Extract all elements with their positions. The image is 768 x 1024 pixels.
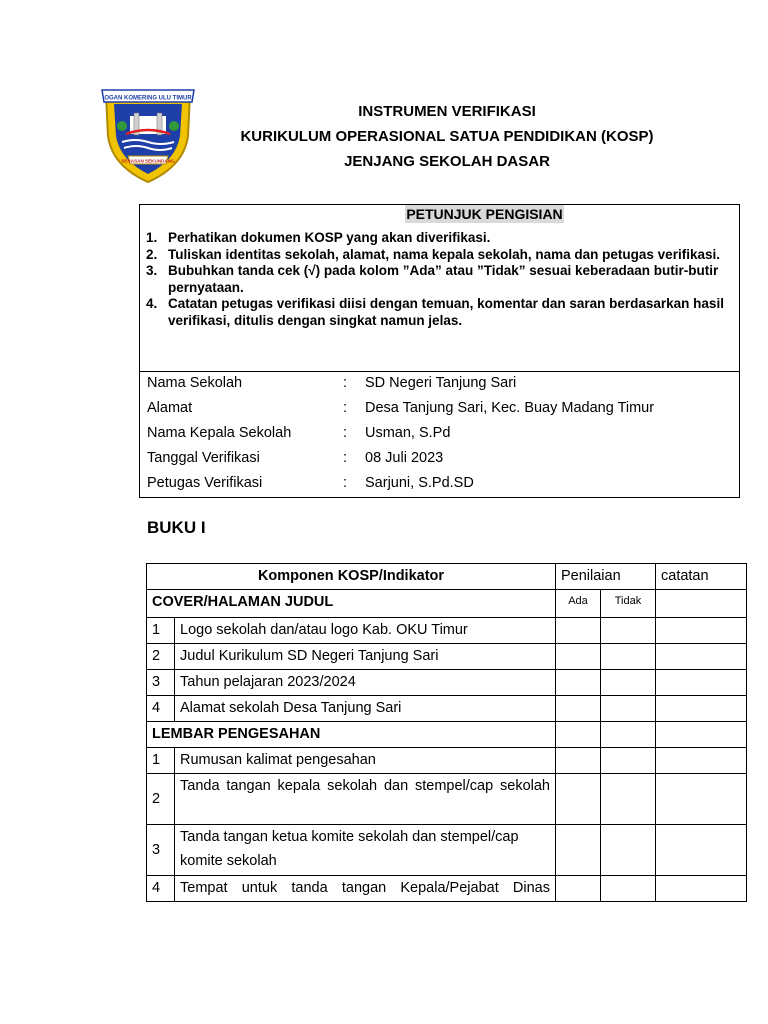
instruction-item: 2. Tuliskan identitas sekolah, alamat, nama kepala sekolah, nama dan petugas verifikasi. bbox=[146, 246, 720, 262]
header-component: Komponen KOSP/Indikator bbox=[147, 564, 556, 590]
instructions-list bbox=[140, 230, 739, 329]
subheader-tidak: Tidak bbox=[601, 590, 656, 618]
box-divider bbox=[140, 371, 739, 372]
info-row: Nama Sekolah : SD Negeri Tanjung Sari bbox=[147, 375, 517, 391]
school-info bbox=[147, 373, 654, 498]
tidak-checkbox-cell[interactable] bbox=[601, 825, 656, 876]
row-indicator: Tanda tangan kepala sekolah dan stempel/cap sekolah bbox=[175, 774, 556, 825]
verification-table bbox=[146, 563, 747, 902]
row-indicator: Judul Kurikulum SD Negeri Tanjung Sari bbox=[175, 644, 556, 670]
row-number: 4 bbox=[147, 876, 175, 902]
ada-checkbox-cell[interactable] bbox=[556, 748, 601, 774]
ada-checkbox-cell[interactable] bbox=[556, 825, 601, 876]
catatan-cell[interactable] bbox=[656, 670, 747, 696]
svg-text:OGAN KOMERING ULU TIMUR: OGAN KOMERING ULU TIMUR bbox=[104, 95, 192, 102]
title-line-2: KURIKULUM OPERASIONAL SATUA PENDIDIKAN (KOSP) bbox=[240, 128, 654, 145]
tidak-checkbox-cell[interactable] bbox=[601, 748, 656, 774]
title-line-1: INSTRUMEN VERIFIKASI bbox=[358, 103, 536, 120]
info-row: Alamat : Desa Tanjung Sari, Kec. Buay Madang Timur bbox=[147, 400, 655, 416]
section-row bbox=[147, 722, 747, 748]
row-number: 1 bbox=[147, 748, 175, 774]
catatan-cell[interactable] bbox=[656, 876, 747, 902]
instructions-heading: PETUNJUK PENGISIAN bbox=[406, 206, 563, 222]
table-row bbox=[147, 774, 747, 825]
row-number: 2 bbox=[147, 774, 175, 825]
tidak-checkbox-cell[interactable] bbox=[601, 618, 656, 644]
row-number: 3 bbox=[147, 670, 175, 696]
table-row bbox=[147, 618, 747, 644]
row-number: 3 bbox=[147, 825, 175, 876]
catatan-cell[interactable] bbox=[656, 590, 747, 618]
row-number: 1 bbox=[147, 618, 175, 644]
instruction-item: 4. Catatan petugas verifikasi diisi dengan temuan, komentar dan saran berdasarkan hasil verifikasi, ditulis dengan singkat namun jelas. bbox=[146, 296, 724, 328]
row-indicator: Logo sekolah dan/atau logo Kab. OKU Timur bbox=[175, 618, 556, 644]
ada-checkbox-cell[interactable] bbox=[556, 696, 601, 722]
ada-checkbox-cell[interactable] bbox=[556, 774, 601, 825]
catatan-cell[interactable] bbox=[656, 748, 747, 774]
subheader-ada: Ada bbox=[556, 590, 601, 618]
row-indicator: Alamat sekolah Desa Tanjung Sari bbox=[175, 696, 556, 722]
row-number: 2 bbox=[147, 644, 175, 670]
row-indicator: Rumusan kalimat pengesahan bbox=[175, 748, 556, 774]
ada-checkbox-cell[interactable] bbox=[556, 670, 601, 696]
table-row bbox=[147, 670, 747, 696]
info-row: Tanggal Verifikasi : 08 Juli 2023 bbox=[147, 450, 444, 466]
row-number: 4 bbox=[147, 696, 175, 722]
tidak-checkbox-cell[interactable] bbox=[601, 670, 656, 696]
table-row bbox=[147, 644, 747, 670]
catatan-cell[interactable] bbox=[656, 644, 747, 670]
ada-checkbox-cell[interactable] bbox=[556, 722, 601, 748]
table-row bbox=[147, 825, 747, 876]
catatan-cell[interactable] bbox=[656, 825, 747, 876]
header-penilaian: Penilaian bbox=[556, 564, 656, 590]
info-row: Nama Kepala Sekolah : Usman, S.Pd bbox=[147, 425, 451, 441]
instructions-box bbox=[139, 204, 740, 498]
tidak-checkbox-cell[interactable] bbox=[601, 722, 656, 748]
catatan-cell[interactable] bbox=[656, 618, 747, 644]
section-title-cell: COVER/HALAMAN JUDUL bbox=[147, 590, 556, 618]
catatan-cell[interactable] bbox=[656, 722, 747, 748]
tidak-checkbox-cell[interactable] bbox=[601, 876, 656, 902]
document-title bbox=[200, 101, 694, 176]
row-indicator: Tanda tangan ketua komite sekolah dan stempel/cap komite sekolah bbox=[175, 825, 556, 876]
row-indicator: Tempat untuk tanda tangan Kepala/Pejabat Dinas bbox=[175, 876, 556, 902]
ada-checkbox-cell[interactable] bbox=[556, 644, 601, 670]
instruction-item: 3. Bubuhkan tanda cek (√) pada kolom ”Ada” atau ”Tidak” sesuai keberadaan butir-butir pernyataan. bbox=[146, 263, 719, 295]
regency-emblem-logo bbox=[100, 86, 196, 186]
row-indicator: Tahun pelajaran 2023/2024 bbox=[175, 670, 556, 696]
title-line-3: JENJANG SEKOLAH DASAR bbox=[344, 153, 550, 170]
tidak-checkbox-cell[interactable] bbox=[601, 774, 656, 825]
instruction-item: 1. Perhatikan dokumen KOSP yang akan diverifikasi. bbox=[146, 230, 491, 245]
table-row bbox=[147, 748, 747, 774]
section-row bbox=[147, 590, 747, 618]
svg-text:SERASAN SEKUNDANG: SERASAN SEKUNDANG bbox=[121, 158, 175, 164]
header-catatan: catatan bbox=[656, 564, 747, 590]
catatan-cell[interactable] bbox=[656, 696, 747, 722]
catatan-cell[interactable] bbox=[656, 774, 747, 825]
ada-checkbox-cell[interactable] bbox=[556, 876, 601, 902]
table-row bbox=[147, 696, 747, 722]
table-header-row bbox=[147, 564, 747, 590]
tidak-checkbox-cell[interactable] bbox=[601, 644, 656, 670]
ada-checkbox-cell[interactable] bbox=[556, 618, 601, 644]
info-row: Petugas Verifikasi : Sarjuni, S.Pd.SD bbox=[147, 475, 474, 491]
table-row bbox=[147, 876, 747, 902]
section-title: BUKU I bbox=[147, 518, 206, 537]
tidak-checkbox-cell[interactable] bbox=[601, 696, 656, 722]
section-title-cell: LEMBAR PENGESAHAN bbox=[147, 722, 556, 748]
